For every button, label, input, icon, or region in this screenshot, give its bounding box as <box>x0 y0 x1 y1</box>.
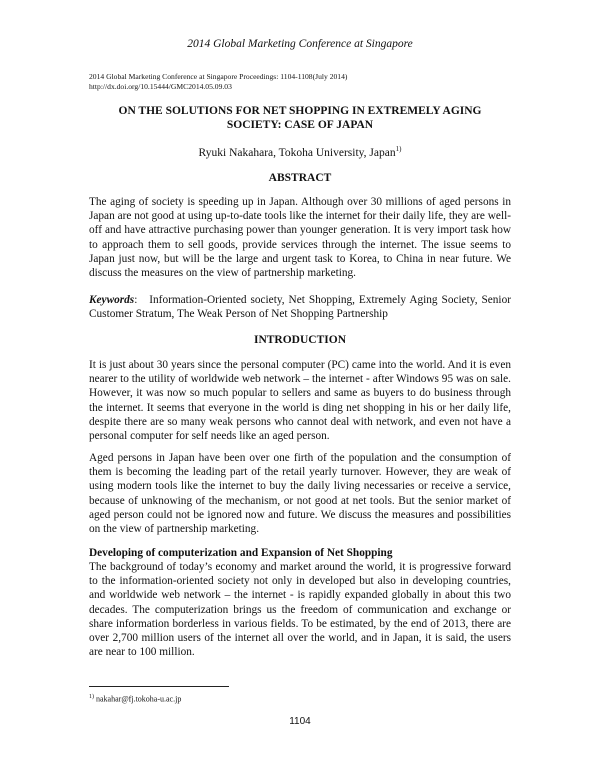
keywords <box>89 293 511 321</box>
author-footnote-mark: 1) <box>395 145 402 153</box>
running-header: 2014 Global Marketing Conference at Singapore <box>187 38 413 50</box>
paper-title <box>89 104 511 132</box>
subheading-text: Developing of computerization and Expansion of Net Shopping <box>89 547 393 559</box>
intro-paragraph-2: Aged persons in Japan have been over one firth of the population and the consumption of them is becoming the leading part of the retail yearly turnover. However, they are weak of using modern tools like the internet to buy the daily living necessaries or receive a service, because of unknowing of the mechanism, or not good at net tools. But the senior market of aged person could not be ignored now and future. We discuss the measures and possibilities on the view of partnership marketing. <box>89 452 511 536</box>
footnote <box>89 694 181 704</box>
intro-paragraph-1: It is just about 30 years since the personal computer (PC) came into the world. And it is even nearer to the utility of worldwide web network – the internet - after Windows 95 was on sale. However, it was now so much popular to sellers and same as buyers to do business through the internet. It seems that everyone in the world is ding net shopping in his or her daily life, despite there are so many weak persons who cannot deal with network, and even not have a personal computer for self needs like an aged person. <box>89 359 511 443</box>
proceedings-meta <box>89 72 347 92</box>
author-name: Ryuki Nakahara, Tokoha University, Japan <box>198 146 396 159</box>
intro-paragraph-3: The background of today’s economy and market around the world, it is progressive forward to the information-oriented society not only in developed but also in developing countries, and worldwide web network – the internet - is rapidly expanded globally in about this two decades. The computerization brings us the freedom of communication and exchange or share information borderless in various fields. To be estimated, by the end of 2013, there are over 2,700 million users of the internet all over the world, and in Japan, it is said, the users are near to 100 million. <box>89 561 511 659</box>
author-line <box>89 145 511 159</box>
introduction-heading: INTRODUCTION <box>253 334 346 346</box>
abstract-heading: ABSTRACT <box>268 172 332 184</box>
footnote-divider <box>89 686 229 687</box>
abstract-text: The aging of society is speeding up in Japan. Although over 30 millions of aged persons in Japan are not good at using up-to-date tools like the internet for their daily life, they are well-off and have attractive purchasing power than younger generation. It is very import task how to approach them to sell goods, provide services through the internet. The issue seems to Japan just now, but will be the large and urgent task to Korea, to China in near future. We discuss the measures on the view of partnership marketing. <box>89 196 511 280</box>
title-line-1: ON THE SOLUTIONS FOR NET SHOPPING IN EXTREMELY AGING <box>118 105 482 117</box>
keywords-colon: : <box>134 294 138 306</box>
doi-link[interactable]: http://dx.doi.org/10.15444/GMC2014.05.09.03 <box>89 82 232 91</box>
keywords-label: Keywords <box>89 294 135 306</box>
footnote-mark: 1) <box>89 694 94 700</box>
section-subheading <box>89 546 511 560</box>
keywords-list: Information-Oriented society, Net Shopping, Extremely Aging Society, Senior Customer Stratum, The Weak Person of Net Shopping Partnership <box>89 294 511 321</box>
footnote-email: nakahar@fj.tokoha-u.ac.jp <box>94 694 182 704</box>
page-number: 1104 <box>289 716 311 727</box>
proceedings-citation: 2014 Global Marketing Conference at Singapore Proceedings: 1104-1108(July 2014) <box>89 72 348 81</box>
title-line-2: SOCIETY: CASE OF JAPAN <box>226 119 374 131</box>
